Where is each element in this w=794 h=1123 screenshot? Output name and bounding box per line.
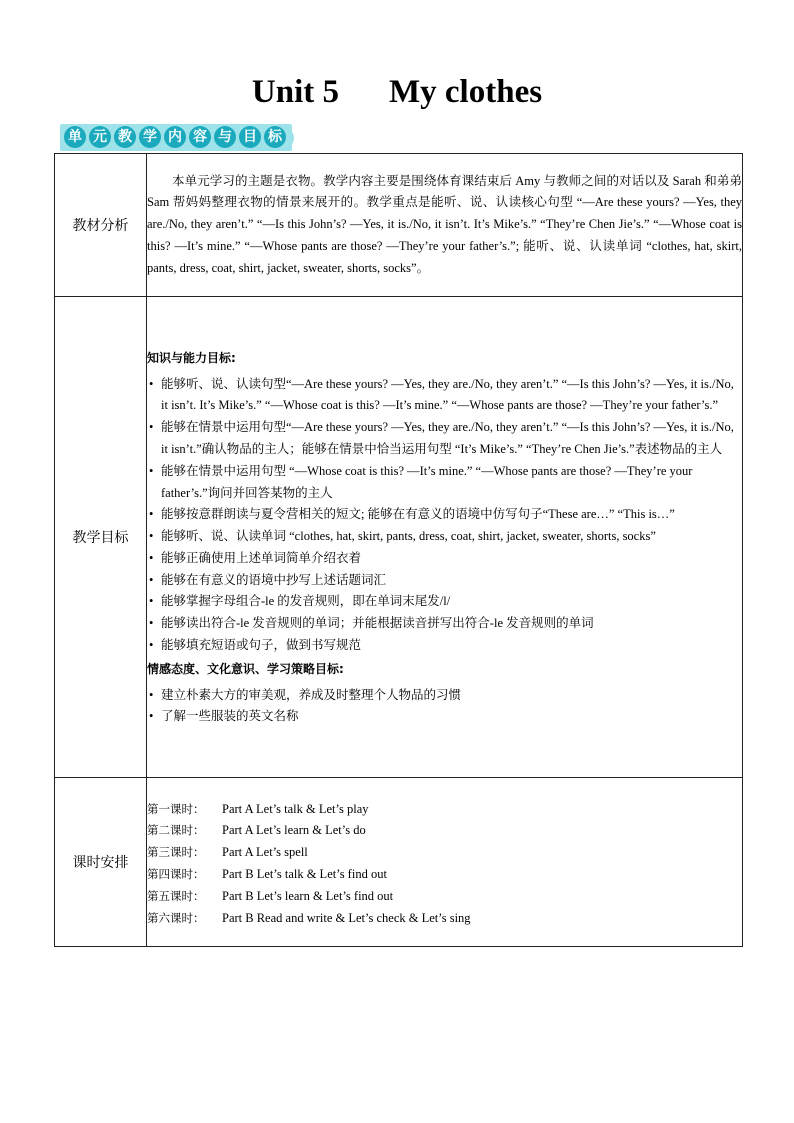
list-item: • 建立朴素大方的审美观，养成及时整理个人物品的习惯 bbox=[147, 685, 742, 707]
schedule-period: 第六课时： bbox=[147, 910, 205, 925]
list-item: • 能够听、说、认读单词 “clothes, hat, skirt, pants, dress, coat, shirt, jacket, sweater, shorts, socks” bbox=[147, 526, 742, 548]
banner-char: 教 bbox=[114, 126, 136, 148]
row-label-schedule: 课时安排 bbox=[55, 778, 147, 947]
schedule-period: 第一课时： bbox=[147, 801, 205, 816]
material-analysis-text: 本单元学习的主题是衣物。教学内容主要是围绕体育课结束后 Amy 与教师之间的对话以及 Sarah 和弟弟 Sam 帮妈妈整理衣物的情景来展开的。教学重点是能听、说、认读核心句型 “—Are these yours? —Yes, they are./No, they aren’t.” “—Is this John’s? —Yes, it is./No, it isn’t. It’s Mike’s.” “They’re Chen Jie’s.” “—Whose coat is this? —It’s mine.” “—Whose pants are those? —They’re your father’s.”; 能听、说、认读单词 “clothes, hat, skirt, pants, dress, coat, shirt, jacket, sweater, shorts, socks”。 bbox=[147, 173, 742, 275]
list-item: • 能够在有意义的语境中抄写上述话题词汇 bbox=[147, 570, 742, 592]
schedule-list bbox=[147, 799, 742, 930]
schedule-content: Part A Let’s learn & Let’s do bbox=[222, 823, 366, 838]
banner-char: 与 bbox=[214, 126, 236, 148]
table-row-teaching-goals bbox=[55, 297, 743, 778]
affect-goal-list bbox=[147, 685, 742, 729]
schedule-period: 第五课时： bbox=[147, 888, 205, 903]
list-item: • 能够在情景中运用句型“—Are these yours? —Yes, they are./No, they aren’t.” “—Is this John’s? —Yes, it is./No, it isn’t.”确认物品的主人；能够在情景中恰当运用句型 “It’s Mike’s.” “They’re Chen Jie’s.”表述物品的主人 bbox=[147, 417, 742, 461]
banner-char: 容 bbox=[189, 126, 211, 148]
knowledge-heading: 知识与能力目标: bbox=[147, 350, 236, 365]
schedule-content: Part A Let’s talk & Let’s play bbox=[222, 801, 369, 816]
schedule-item bbox=[147, 820, 742, 842]
list-item: • 能够读出符合-le 发音规则的单词；并能根据读音拼写出符合-le 发音规则的单词 bbox=[147, 613, 742, 635]
unit-name: My clothes bbox=[389, 74, 543, 110]
schedule-content: Part B Read and write & Let’s check & Let’s sing bbox=[222, 910, 471, 925]
schedule-item bbox=[147, 799, 742, 821]
teaching-goals-cell bbox=[147, 297, 743, 778]
section-banner bbox=[60, 124, 292, 151]
banner-char: 学 bbox=[139, 126, 161, 148]
list-item: • 能够正确使用上述单词简单介绍衣着 bbox=[147, 548, 742, 570]
affect-heading: 情感态度、文化意识、学习策略目标: bbox=[147, 661, 344, 676]
schedule-period: 第四课时： bbox=[147, 867, 205, 881]
banner-char: 标 bbox=[264, 126, 286, 148]
banner-char: 单 bbox=[64, 126, 86, 148]
schedule-item bbox=[147, 886, 742, 908]
list-item: • 能够在情景中运用句型 “—Whose coat is this? —It’s mine.” “—Whose pants are those? —They’re your father’s.”询问并回答某物的主人 bbox=[147, 461, 742, 505]
banner-char: 目 bbox=[239, 126, 261, 148]
knowledge-goal-list bbox=[147, 374, 742, 657]
banner-char: 内 bbox=[164, 126, 186, 148]
schedule-item bbox=[147, 842, 742, 864]
row-label-material-analysis: 教材分析 bbox=[55, 154, 147, 297]
list-item: • 了解一些服装的英文名称 bbox=[147, 706, 742, 728]
list-item: • 能够填充短语或句子，做到书写规范 bbox=[147, 635, 742, 657]
schedule-item bbox=[147, 864, 742, 886]
table-row-schedule bbox=[55, 778, 743, 947]
banner-chars bbox=[64, 126, 289, 148]
schedule-content: Part A Let’s spell bbox=[222, 845, 308, 860]
schedule-item bbox=[147, 908, 742, 930]
page-title bbox=[0, 74, 794, 111]
table-row-material-analysis bbox=[55, 154, 743, 297]
list-item: • 能够掌握字母组合-le 的发音规则，即在单词末尾发/l/ bbox=[147, 591, 742, 613]
list-item: • 能够听、说、认读句型“—Are these yours? —Yes, they are./No, they aren’t.” “—Is this John’s? —Yes, it is./No, it isn’t. It’s Mike’s.” “—Whose coat is this? —It’s mine.” “—Whose pants are those? —They’re your father’s.” bbox=[147, 374, 742, 418]
list-item: • 能够按意群朗读与夏令营相关的短文; 能够在有意义的语境中仿写句子“These are…” “This is…” bbox=[147, 504, 742, 526]
schedule-period: 第三课时： bbox=[147, 845, 205, 860]
banner-char: 元 bbox=[89, 126, 111, 148]
schedule-cell bbox=[147, 778, 743, 947]
schedule-content: Part B Let’s talk & Let’s find out bbox=[222, 867, 387, 881]
schedule-period: 第二课时： bbox=[147, 823, 205, 838]
unit-number: Unit 5 bbox=[251, 74, 340, 110]
row-label-teaching-goals: 教学目标 bbox=[55, 297, 147, 778]
schedule-content: Part B Let’s learn & Let’s find out bbox=[222, 888, 394, 903]
material-analysis-cell bbox=[147, 154, 743, 297]
unit-plan-table bbox=[54, 153, 743, 947]
